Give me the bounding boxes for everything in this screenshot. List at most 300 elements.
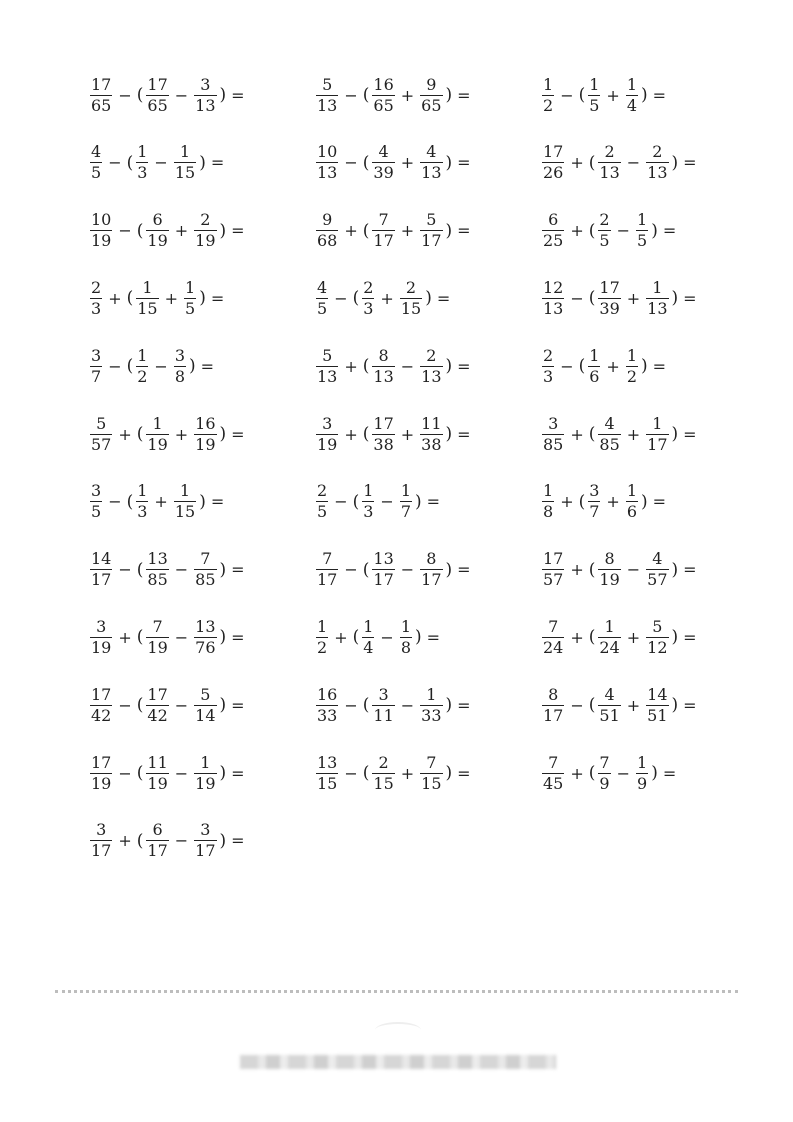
fraction-numerator: 1 <box>317 616 328 636</box>
fraction-denominator: 3 <box>363 502 374 522</box>
fraction <box>90 684 112 725</box>
fraction-denominator: 13 <box>317 366 338 386</box>
fraction <box>636 212 648 249</box>
fraction-numerator: 6 <box>152 820 163 840</box>
problem-expression <box>88 612 245 662</box>
operator: + <box>400 85 415 105</box>
parenthesis: ) <box>445 220 453 241</box>
fraction <box>598 551 620 588</box>
fraction <box>598 413 620 454</box>
problem-expression <box>314 545 471 595</box>
fraction-denominator: 3 <box>91 298 102 318</box>
equals-sign: = <box>683 424 697 444</box>
problem-expression <box>540 409 697 459</box>
fraction-numerator: 4 <box>317 277 328 297</box>
fraction-denominator: 26 <box>543 163 564 183</box>
fraction-denominator: 6 <box>589 366 600 386</box>
fraction <box>542 483 554 520</box>
equals-sign: = <box>231 85 245 105</box>
fraction-numerator: 8 <box>548 684 559 704</box>
parenthesis: ( <box>588 763 596 783</box>
fraction-denominator: 15 <box>174 502 196 522</box>
parenthesis: ( <box>136 220 144 241</box>
fraction-numerator: 17 <box>543 549 564 569</box>
fraction-numerator: 17 <box>147 74 168 94</box>
fraction-denominator: 19 <box>195 231 216 251</box>
equals-sign: = <box>683 288 697 308</box>
operator: − <box>570 288 584 308</box>
fraction <box>90 74 112 115</box>
fraction <box>90 277 102 318</box>
fraction-denominator: 65 <box>373 95 394 115</box>
fraction-denominator: 24 <box>543 637 564 657</box>
fraction <box>174 144 196 181</box>
fraction <box>174 345 186 386</box>
fraction <box>146 212 168 249</box>
parenthesis: ) <box>641 356 648 377</box>
problem-expression <box>314 70 471 120</box>
problem-expression <box>88 70 245 120</box>
operator: − <box>560 356 574 376</box>
equals-sign: = <box>683 695 697 715</box>
fraction-denominator: 38 <box>421 434 442 454</box>
fraction-denominator: 9 <box>637 773 648 793</box>
operator: − <box>154 356 168 376</box>
fraction-numerator: 5 <box>322 345 333 365</box>
fraction-numerator: 1 <box>363 481 374 501</box>
problem-expression <box>88 273 224 323</box>
problem-expression <box>540 748 676 798</box>
fraction <box>174 483 196 520</box>
parenthesis: ) <box>219 220 227 241</box>
parenthesis: ( <box>362 220 370 241</box>
equals-sign: = <box>662 221 677 241</box>
fraction <box>90 345 102 386</box>
operator: − <box>118 85 132 105</box>
parenthesis: ( <box>352 491 360 512</box>
fraction <box>646 413 668 454</box>
fraction <box>598 212 610 249</box>
fraction <box>90 212 112 249</box>
equals-sign: = <box>457 560 471 580</box>
parenthesis: ) <box>651 220 658 241</box>
fraction-denominator: 13 <box>599 163 620 183</box>
problem-expression <box>88 138 224 188</box>
parenthesis: ( <box>362 424 370 444</box>
fraction-numerator: 5 <box>200 684 211 704</box>
fraction-numerator: 2 <box>652 142 663 162</box>
fraction <box>400 277 422 318</box>
fraction-numerator: 8 <box>426 549 437 569</box>
operator: − <box>174 695 189 715</box>
parenthesis: ( <box>588 695 596 716</box>
fraction-numerator: 6 <box>548 210 559 230</box>
fraction-denominator: 19 <box>195 773 216 793</box>
parenthesis: ( <box>588 152 596 173</box>
equals-sign: = <box>457 153 471 173</box>
fraction-denominator: 19 <box>195 434 216 454</box>
fraction <box>194 551 216 588</box>
parenthesis: ) <box>189 356 196 377</box>
parenthesis: ) <box>671 695 679 716</box>
operator: + <box>570 763 584 783</box>
operator: + <box>626 288 641 308</box>
page-divider <box>55 990 738 993</box>
equals-sign: = <box>652 492 667 512</box>
operator: − <box>380 492 394 512</box>
fraction-numerator: 6 <box>152 210 163 230</box>
fraction-numerator: 7 <box>599 752 610 772</box>
fraction-denominator: 17 <box>647 434 668 454</box>
fraction <box>90 144 102 181</box>
fraction-denominator: 17 <box>421 231 442 251</box>
fraction-numerator: 7 <box>200 549 211 569</box>
fraction-denominator: 13 <box>647 298 668 318</box>
fraction-numerator: 1 <box>137 345 148 365</box>
fraction-numerator: 10 <box>91 210 112 230</box>
fraction-numerator: 1 <box>400 481 412 501</box>
fraction <box>420 74 442 115</box>
fraction <box>542 551 564 588</box>
fraction-numerator: 1 <box>637 752 648 772</box>
operator: − <box>400 695 415 715</box>
parenthesis: ( <box>578 491 586 512</box>
fraction-numerator: 17 <box>147 684 168 704</box>
fraction-denominator: 17 <box>91 841 112 861</box>
fraction-numerator: 2 <box>200 210 211 230</box>
operator: − <box>108 356 122 376</box>
operator: + <box>570 221 584 241</box>
fraction-denominator: 3 <box>363 298 374 318</box>
operator: + <box>400 221 415 241</box>
parenthesis: ( <box>126 491 134 512</box>
fraction-numerator: 10 <box>317 142 338 162</box>
fraction <box>646 551 668 588</box>
parenthesis: ) <box>199 288 206 309</box>
fraction-denominator: 8 <box>400 637 412 657</box>
operator: + <box>400 763 415 783</box>
fraction-denominator: 45 <box>543 773 564 793</box>
fraction-numerator: 8 <box>604 549 615 569</box>
fraction-numerator: 1 <box>137 481 148 501</box>
fraction <box>90 413 112 454</box>
fraction-denominator: 15 <box>174 163 196 183</box>
parenthesis: ( <box>136 763 144 783</box>
operator: − <box>616 221 630 241</box>
parenthesis: ( <box>136 424 144 444</box>
fraction <box>420 684 442 725</box>
fraction-denominator: 7 <box>589 502 600 522</box>
parenthesis: ) <box>445 356 453 377</box>
fraction-denominator: 12 <box>647 637 668 657</box>
fraction <box>90 551 112 588</box>
operator: − <box>626 153 641 173</box>
equals-sign: = <box>231 695 245 715</box>
fraction <box>146 822 168 859</box>
fraction-numerator: 3 <box>378 684 389 704</box>
operator: − <box>118 221 132 241</box>
fraction-denominator: 85 <box>599 434 620 454</box>
fraction <box>316 413 338 454</box>
operator: − <box>344 153 358 173</box>
fraction-denominator: 19 <box>147 231 168 251</box>
fraction <box>372 413 394 454</box>
operator: + <box>570 153 584 173</box>
problem-expression <box>540 273 697 323</box>
fraction-numerator: 2 <box>599 210 610 230</box>
fraction-denominator: 24 <box>599 637 620 657</box>
fraction <box>194 684 216 725</box>
fraction-numerator: 17 <box>599 277 620 297</box>
fraction <box>542 616 564 657</box>
fraction-denominator: 11 <box>373 705 394 725</box>
fraction-denominator: 85 <box>147 570 168 590</box>
fraction-denominator: 85 <box>543 434 564 454</box>
fraction-numerator: 2 <box>426 345 437 365</box>
fraction-numerator: 12 <box>543 277 564 297</box>
fraction-numerator: 17 <box>91 684 112 704</box>
equals-sign: = <box>200 356 215 376</box>
fraction-numerator: 1 <box>604 616 615 636</box>
fraction <box>316 345 338 386</box>
parenthesis: ( <box>588 288 596 309</box>
fraction-numerator: 1 <box>179 142 191 162</box>
fraction-numerator: 7 <box>152 616 163 636</box>
fraction-numerator: 3 <box>200 74 211 94</box>
equals-sign: = <box>683 627 697 647</box>
fraction <box>136 345 148 386</box>
parenthesis: ( <box>362 356 370 377</box>
fraction-denominator: 13 <box>543 298 564 318</box>
operator: + <box>334 627 348 647</box>
fraction-numerator: 2 <box>604 142 615 162</box>
fraction-denominator: 6 <box>626 502 638 522</box>
fraction <box>542 144 564 181</box>
operator: + <box>400 153 415 173</box>
fraction <box>146 752 168 793</box>
fraction-denominator: 51 <box>647 705 668 725</box>
fraction <box>626 483 638 520</box>
operator: − <box>154 153 168 173</box>
parenthesis: ( <box>136 830 144 851</box>
parenthesis: ) <box>445 85 453 105</box>
fraction-denominator: 57 <box>647 570 668 590</box>
problem-expression <box>540 206 676 256</box>
fraction-numerator: 16 <box>195 413 216 433</box>
fraction-numerator: 16 <box>317 684 338 704</box>
fraction-numerator: 13 <box>373 549 394 569</box>
parenthesis: ) <box>199 152 206 173</box>
fraction-numerator: 5 <box>322 74 333 94</box>
parenthesis: ) <box>219 830 227 851</box>
operator: − <box>626 560 641 580</box>
fraction <box>90 822 112 859</box>
parenthesis: ( <box>588 627 596 648</box>
fraction-numerator: 4 <box>426 142 437 162</box>
fraction-numerator: 1 <box>543 481 554 501</box>
parenthesis: ) <box>219 627 227 648</box>
fraction-denominator: 17 <box>373 570 394 590</box>
fraction-denominator: 2 <box>626 366 638 386</box>
equals-sign: = <box>231 627 245 647</box>
fraction-numerator: 9 <box>426 74 437 94</box>
operator: + <box>570 424 584 444</box>
fraction-denominator: 7 <box>91 366 102 386</box>
parenthesis: ( <box>126 356 134 377</box>
fraction-numerator: 1 <box>400 616 412 636</box>
operator: − <box>570 695 584 715</box>
problem-expression <box>314 477 440 527</box>
equals-sign: = <box>426 627 441 647</box>
operator: + <box>344 356 358 376</box>
fraction-numerator: 1 <box>152 413 163 433</box>
fraction-denominator: 33 <box>421 705 442 725</box>
fraction-numerator: 9 <box>322 210 333 230</box>
fraction <box>372 144 394 181</box>
fraction-numerator: 13 <box>195 616 216 636</box>
operator: + <box>174 424 189 444</box>
fraction-numerator: 17 <box>373 413 394 433</box>
fraction <box>420 551 442 588</box>
fraction-numerator: 7 <box>426 752 437 772</box>
fraction-numerator: 3 <box>91 345 102 365</box>
parenthesis: ( <box>362 85 370 105</box>
fraction-numerator: 2 <box>405 277 417 297</box>
fraction <box>146 684 168 725</box>
fraction-numerator: 1 <box>626 481 638 501</box>
fraction-denominator: 33 <box>317 705 338 725</box>
fraction-numerator: 1 <box>179 481 191 501</box>
fraction-denominator: 3 <box>137 502 148 522</box>
fraction-numerator: 2 <box>91 277 102 297</box>
fraction <box>372 684 394 725</box>
operator: + <box>626 627 641 647</box>
equals-sign: = <box>683 153 697 173</box>
fraction-denominator: 15 <box>373 773 394 793</box>
fraction-denominator: 13 <box>195 95 216 115</box>
fraction <box>420 345 442 386</box>
fraction-denominator: 17 <box>147 841 168 861</box>
parenthesis: ( <box>352 627 360 648</box>
problem-expression <box>540 612 697 662</box>
parenthesis: ) <box>671 627 679 648</box>
fraction-denominator: 85 <box>195 570 216 590</box>
fraction-denominator: 17 <box>373 231 394 251</box>
problem-expression <box>314 206 471 256</box>
parenthesis: ) <box>641 85 648 105</box>
fraction-denominator: 65 <box>147 95 168 115</box>
fraction <box>184 277 196 318</box>
equals-sign: = <box>231 763 245 783</box>
fraction <box>194 822 216 859</box>
fraction <box>588 483 600 520</box>
footer-text-blurred <box>240 1055 556 1069</box>
fraction-numerator: 3 <box>548 413 559 433</box>
fraction-numerator: 17 <box>91 752 112 772</box>
problem-expression <box>314 409 471 459</box>
operator: + <box>560 492 574 512</box>
fraction-denominator: 51 <box>599 705 620 725</box>
fraction <box>316 212 338 249</box>
fraction-numerator: 11 <box>421 413 442 433</box>
fraction-denominator: 65 <box>91 95 112 115</box>
equals-sign: = <box>683 560 697 580</box>
fraction-numerator: 1 <box>137 142 148 162</box>
fraction-numerator: 5 <box>96 413 107 433</box>
fraction <box>136 144 148 181</box>
parenthesis: ( <box>588 220 596 241</box>
fraction-denominator: 8 <box>543 502 554 522</box>
fraction <box>90 616 112 657</box>
fraction <box>372 752 394 793</box>
fraction-denominator: 13 <box>373 366 394 386</box>
problem-expression <box>88 206 245 256</box>
fraction <box>646 277 668 318</box>
problem-expression <box>314 138 471 188</box>
fraction-denominator: 2 <box>543 95 554 115</box>
parenthesis: ) <box>219 424 227 444</box>
fraction-numerator: 14 <box>647 684 668 704</box>
fraction-denominator: 15 <box>137 298 158 318</box>
operator: + <box>606 356 620 376</box>
equals-sign: = <box>210 153 225 173</box>
parenthesis: ( <box>362 152 370 173</box>
operator: + <box>400 424 415 444</box>
operator: − <box>560 85 574 105</box>
fraction-numerator: 7 <box>548 752 559 772</box>
parenthesis: ) <box>671 288 679 309</box>
operator: + <box>626 695 641 715</box>
fraction-denominator: 57 <box>91 434 112 454</box>
fraction <box>146 74 168 115</box>
parenthesis: ) <box>219 85 227 105</box>
problem-expression <box>88 409 245 459</box>
operator: − <box>118 560 132 580</box>
parenthesis: ( <box>126 288 134 309</box>
parenthesis: ) <box>641 491 648 512</box>
fraction-numerator: 8 <box>378 345 389 365</box>
footer-logo-blurred <box>375 1022 421 1038</box>
fraction <box>316 74 338 115</box>
operator: + <box>606 85 620 105</box>
equals-sign: = <box>426 492 441 512</box>
fraction-numerator: 1 <box>142 277 153 297</box>
fraction <box>626 345 638 386</box>
fraction <box>316 483 328 520</box>
fraction <box>636 752 648 793</box>
fraction-numerator: 1 <box>589 345 600 365</box>
fraction <box>362 483 374 520</box>
fraction <box>588 74 600 115</box>
operator: + <box>344 424 358 444</box>
fraction-denominator: 25 <box>543 231 564 251</box>
fraction-denominator: 5 <box>599 231 610 251</box>
fraction <box>372 345 394 386</box>
fraction-numerator: 1 <box>652 413 663 433</box>
problem-expression <box>540 341 666 391</box>
fraction <box>194 212 216 249</box>
fraction-denominator: 17 <box>317 570 338 590</box>
fraction-numerator: 2 <box>378 752 389 772</box>
fraction-denominator: 19 <box>91 773 112 793</box>
fraction <box>194 752 216 793</box>
fraction-denominator: 5 <box>637 231 648 251</box>
fraction-denominator: 5 <box>91 163 102 183</box>
fraction <box>420 752 442 793</box>
fraction-numerator: 13 <box>317 752 338 772</box>
operator: − <box>400 356 415 376</box>
fraction <box>194 616 216 657</box>
